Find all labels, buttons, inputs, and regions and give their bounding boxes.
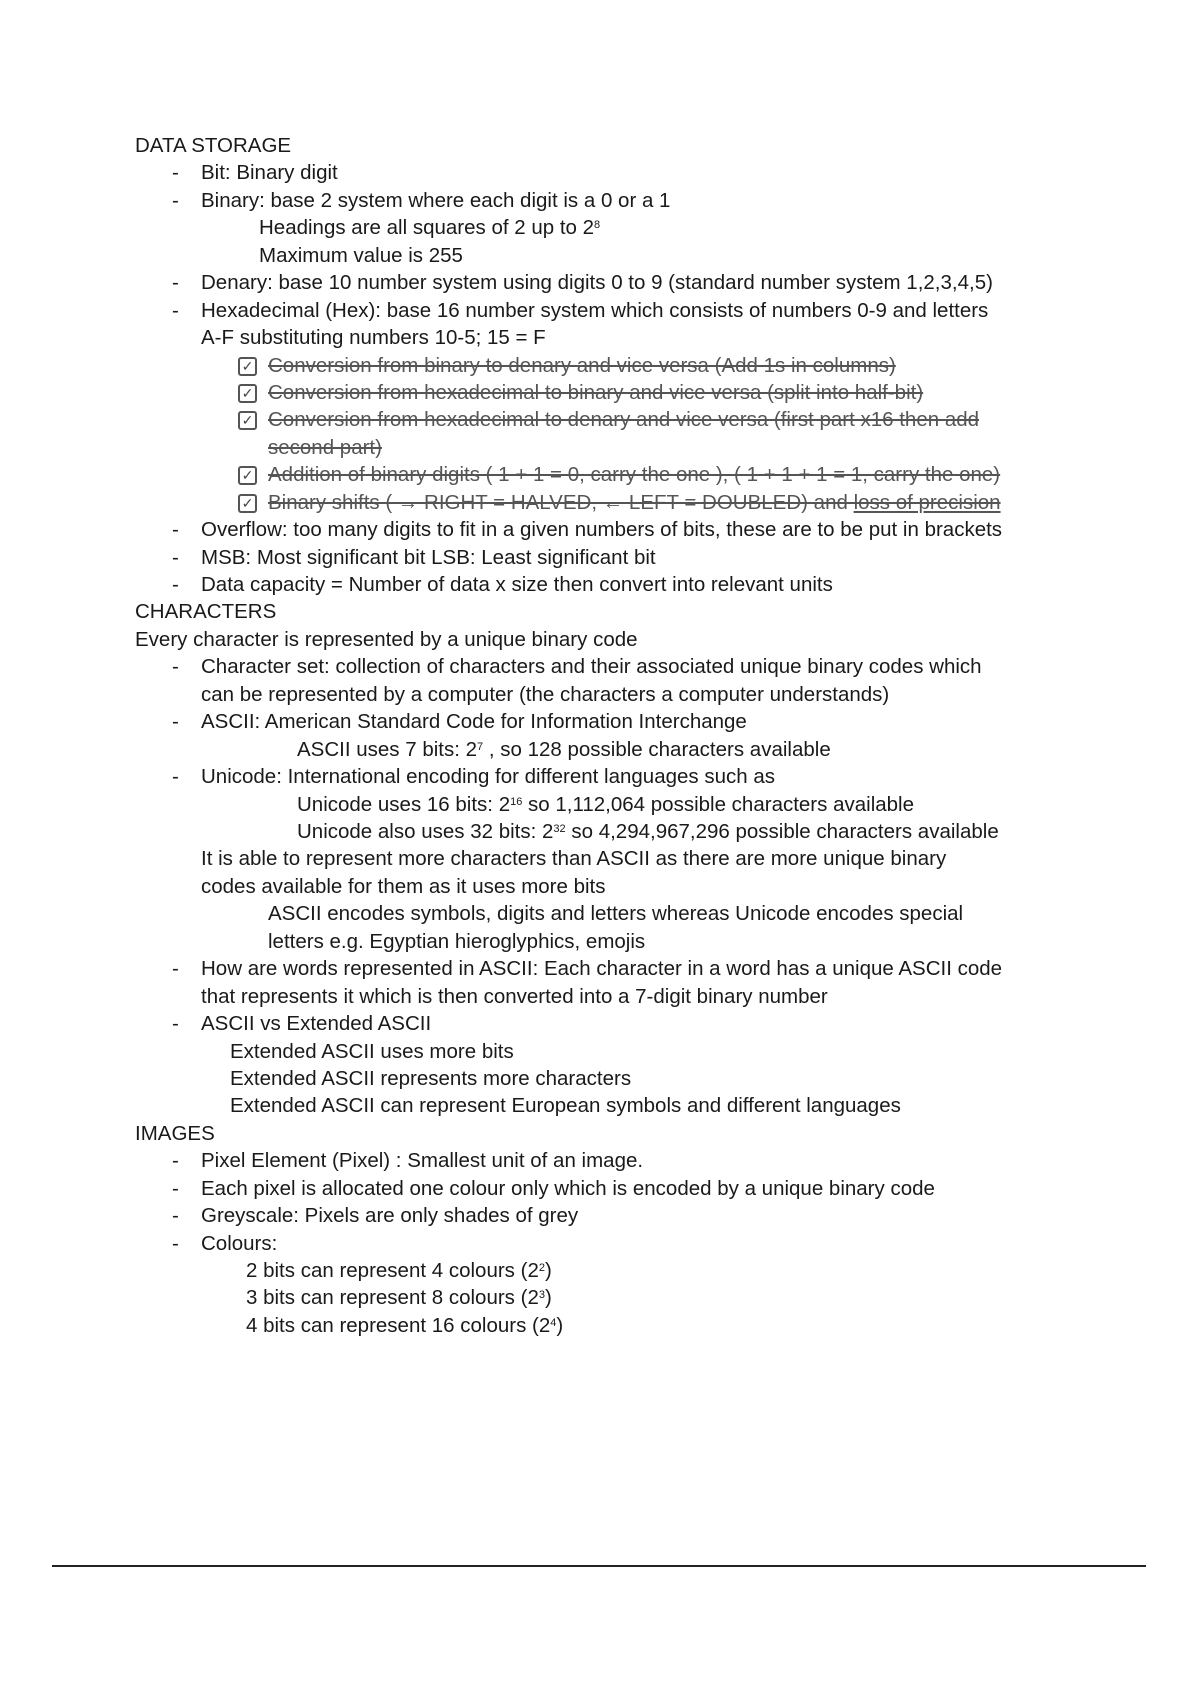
line-text: Extended ASCII can represent European symbols and different languages [230, 1094, 901, 1118]
item-text [201, 572, 833, 598]
line-text: ASCII uses 7 bits: 2 [297, 737, 478, 761]
line-text: 3 bits can represent 8 colours (2 [246, 1286, 539, 1310]
text-line [230, 1093, 901, 1119]
line-text-after: so 1,112,064 possible characters available [522, 792, 915, 816]
bullet-dash-icon: - [172, 1176, 179, 1200]
text-line [259, 243, 463, 269]
underlined-text: loss of precision [853, 490, 1001, 514]
line-text: Conversion from hexadecimal to denary and vice versa (first part x16 then add [268, 408, 980, 432]
superscript-exponent: 32 [553, 823, 566, 835]
item-text [201, 545, 656, 571]
line-text-after: ) [556, 1313, 564, 1337]
line-text: A-F substituting numbers 10-5; 15 = F [201, 326, 546, 350]
item-text [201, 956, 1002, 982]
superscript-exponent: 16 [510, 795, 523, 808]
item-text [268, 380, 923, 406]
line-text: 4 bits can represent 16 colours (2 [246, 1313, 551, 1337]
text-line [297, 819, 999, 845]
text-line [259, 215, 600, 241]
bullet-dash-icon: - [172, 1204, 179, 1228]
item-text [201, 1011, 431, 1037]
superscript-exponent: 8 [594, 219, 601, 232]
item-text [201, 160, 338, 186]
bullet-dash-icon: - [172, 271, 179, 295]
section-heading [135, 133, 291, 159]
line-text-after: so 4,294,967,296 possible characters available [565, 820, 999, 843]
line-text: Overflow: too many digits to fit in a given numbers of bits, these are to be put in brackets [201, 518, 1003, 542]
line-text: Hexadecimal (Hex): base 16 number system which consists of numbers 0-9 and letters [201, 298, 989, 322]
line-text: Pixel Element (Pixel) : Smallest unit of an image. [201, 1149, 644, 1173]
item-text [201, 1203, 578, 1229]
text-line [230, 1066, 631, 1092]
line-text: Binary: base 2 system where each digit is a 0 or a 1 [201, 188, 671, 212]
bullet-dash-icon: - [172, 1231, 179, 1255]
item-text [201, 709, 747, 735]
item-text [201, 1148, 643, 1174]
line-text: codes available for them as it uses more bits [201, 874, 606, 898]
line-text: ASCII: American Standard Code for Information Interchange [201, 710, 747, 734]
item-text [201, 517, 1002, 543]
line-text: Extended ASCII represents more characters [230, 1066, 632, 1090]
line-text: Every character is represented by a unique binary code [135, 627, 638, 651]
line-text: Conversion from hexadecimal to binary and vice versa (split into half-bit) [268, 380, 924, 404]
checked-checkbox-icon[interactable]: ✓ [238, 411, 257, 430]
line-text: CHARACTERS [135, 600, 277, 624]
superscript-exponent: 2 [538, 1262, 545, 1275]
item-text [201, 764, 775, 790]
line-text: can be represented by a computer (the characters a computer understands) [201, 682, 890, 706]
bullet-dash-icon: - [172, 765, 179, 789]
bullet-dash-icon: - [172, 161, 179, 185]
text-line [268, 929, 645, 955]
line-text: Unicode also uses 32 bits: 2 [297, 820, 554, 843]
section-heading [135, 1121, 215, 1147]
line-text: Data capacity = Number of data x size then convert into relevant units [201, 573, 833, 597]
text-line [246, 1258, 552, 1284]
superscript-exponent: 7 [477, 740, 484, 753]
line-text: ASCII encodes symbols, digits and letters whereas Unicode encodes special [268, 902, 964, 926]
bullet-dash-icon: - [172, 188, 179, 212]
line-text-after: ) [544, 1259, 552, 1283]
line-text: It is able to represent more characters than ASCII as there are more unique binary [201, 847, 947, 871]
text-line [297, 737, 831, 763]
line-text: Headings are all squares of 2 up to 2 [259, 216, 595, 240]
line-text: 2 bits can represent 4 colours (2 [246, 1259, 539, 1283]
line-text: Bit: Binary digit [201, 161, 338, 185]
text-line [201, 984, 828, 1010]
item-text [201, 1176, 935, 1202]
line-text: ASCII vs Extended ASCII [201, 1012, 432, 1036]
line-text: Extended ASCII uses more bits [230, 1039, 514, 1063]
item-text [201, 1231, 277, 1257]
line-text-after: , so 128 possible characters available [483, 737, 831, 761]
line-text: Maximum value is 255 [259, 243, 463, 267]
section-heading [135, 599, 276, 625]
bullet-dash-icon: - [172, 1149, 179, 1173]
line-text: second part) [268, 435, 382, 459]
line-text: Addition of binary digits ( 1 + 1 = 0, carry the one ), ( 1 + 1 + 1 = 1, carry the one) [268, 463, 1001, 487]
text-line [230, 1039, 514, 1065]
item-text [201, 270, 993, 296]
line-text: DATA STORAGE [135, 134, 292, 157]
text-line [201, 682, 889, 708]
text-line [135, 627, 638, 653]
item-text [268, 462, 1000, 488]
item-text [268, 353, 896, 379]
bullet-dash-icon: - [172, 518, 179, 542]
checked-checkbox-icon[interactable]: ✓ [238, 384, 257, 403]
item-text [201, 298, 988, 324]
text-line [246, 1313, 563, 1339]
bullet-dash-icon: - [172, 710, 179, 734]
text-line [268, 901, 963, 927]
line-text: Character set: collection of characters and their associated unique binary codes which [201, 655, 982, 679]
line-text: that represents it which is then converted into a 7-digit binary number [201, 984, 828, 1008]
line-text: How are words represented in ASCII: Each character in a word has a unique ASCII code [201, 957, 1003, 981]
line-text: MSB: Most significant bit LSB: Least significant bit [201, 545, 656, 569]
text-line [297, 792, 914, 818]
text-line [201, 846, 946, 872]
line-text: Each pixel is allocated one colour only which is encoded by a unique binary code [201, 1176, 935, 1200]
bullet-dash-icon: - [172, 545, 179, 569]
bullet-dash-icon: - [172, 655, 179, 679]
line-text: IMAGES [135, 1121, 215, 1145]
line-text: Denary: base 10 number system using digits 0 to 9 (standard number system 1,2,3,4,5) [201, 271, 993, 295]
text-line [246, 1285, 552, 1311]
item-text [268, 407, 979, 433]
line-text: Colours: [201, 1231, 278, 1255]
checked-checkbox-icon[interactable]: ✓ [238, 357, 257, 376]
checked-checkbox-icon[interactable]: ✓ [238, 494, 257, 513]
item-text [268, 490, 1001, 516]
line-text: Unicode uses 16 bits: 2 [297, 792, 511, 816]
line-text: Conversion from binary to denary and vice versa (Add 1s in columns) [268, 353, 896, 377]
text-line [201, 325, 546, 351]
line-text: Greyscale: Pixels are only shades of grey [201, 1204, 579, 1228]
line-text: letters e.g. Egyptian hieroglyphics, emojis [268, 929, 646, 953]
bullet-dash-icon: - [172, 573, 179, 597]
line-text-after: ) [544, 1286, 552, 1310]
item-text [201, 188, 670, 214]
checked-checkbox-icon[interactable]: ✓ [238, 466, 257, 485]
bullet-dash-icon: - [172, 957, 179, 981]
superscript-exponent: 4 [550, 1316, 557, 1329]
text-line [201, 874, 606, 900]
footer-divider [52, 1565, 1146, 1567]
item-text [201, 654, 982, 680]
line-text: Binary shifts ( → RIGHT = HALVED, ← LEFT = DOUBLED) and [268, 490, 854, 514]
bullet-dash-icon: - [172, 298, 179, 322]
superscript-exponent: 3 [538, 1289, 545, 1302]
item-text [268, 435, 382, 461]
bullet-dash-icon: - [172, 1012, 179, 1036]
line-text: Unicode: International encoding for different languages such as [201, 765, 776, 789]
